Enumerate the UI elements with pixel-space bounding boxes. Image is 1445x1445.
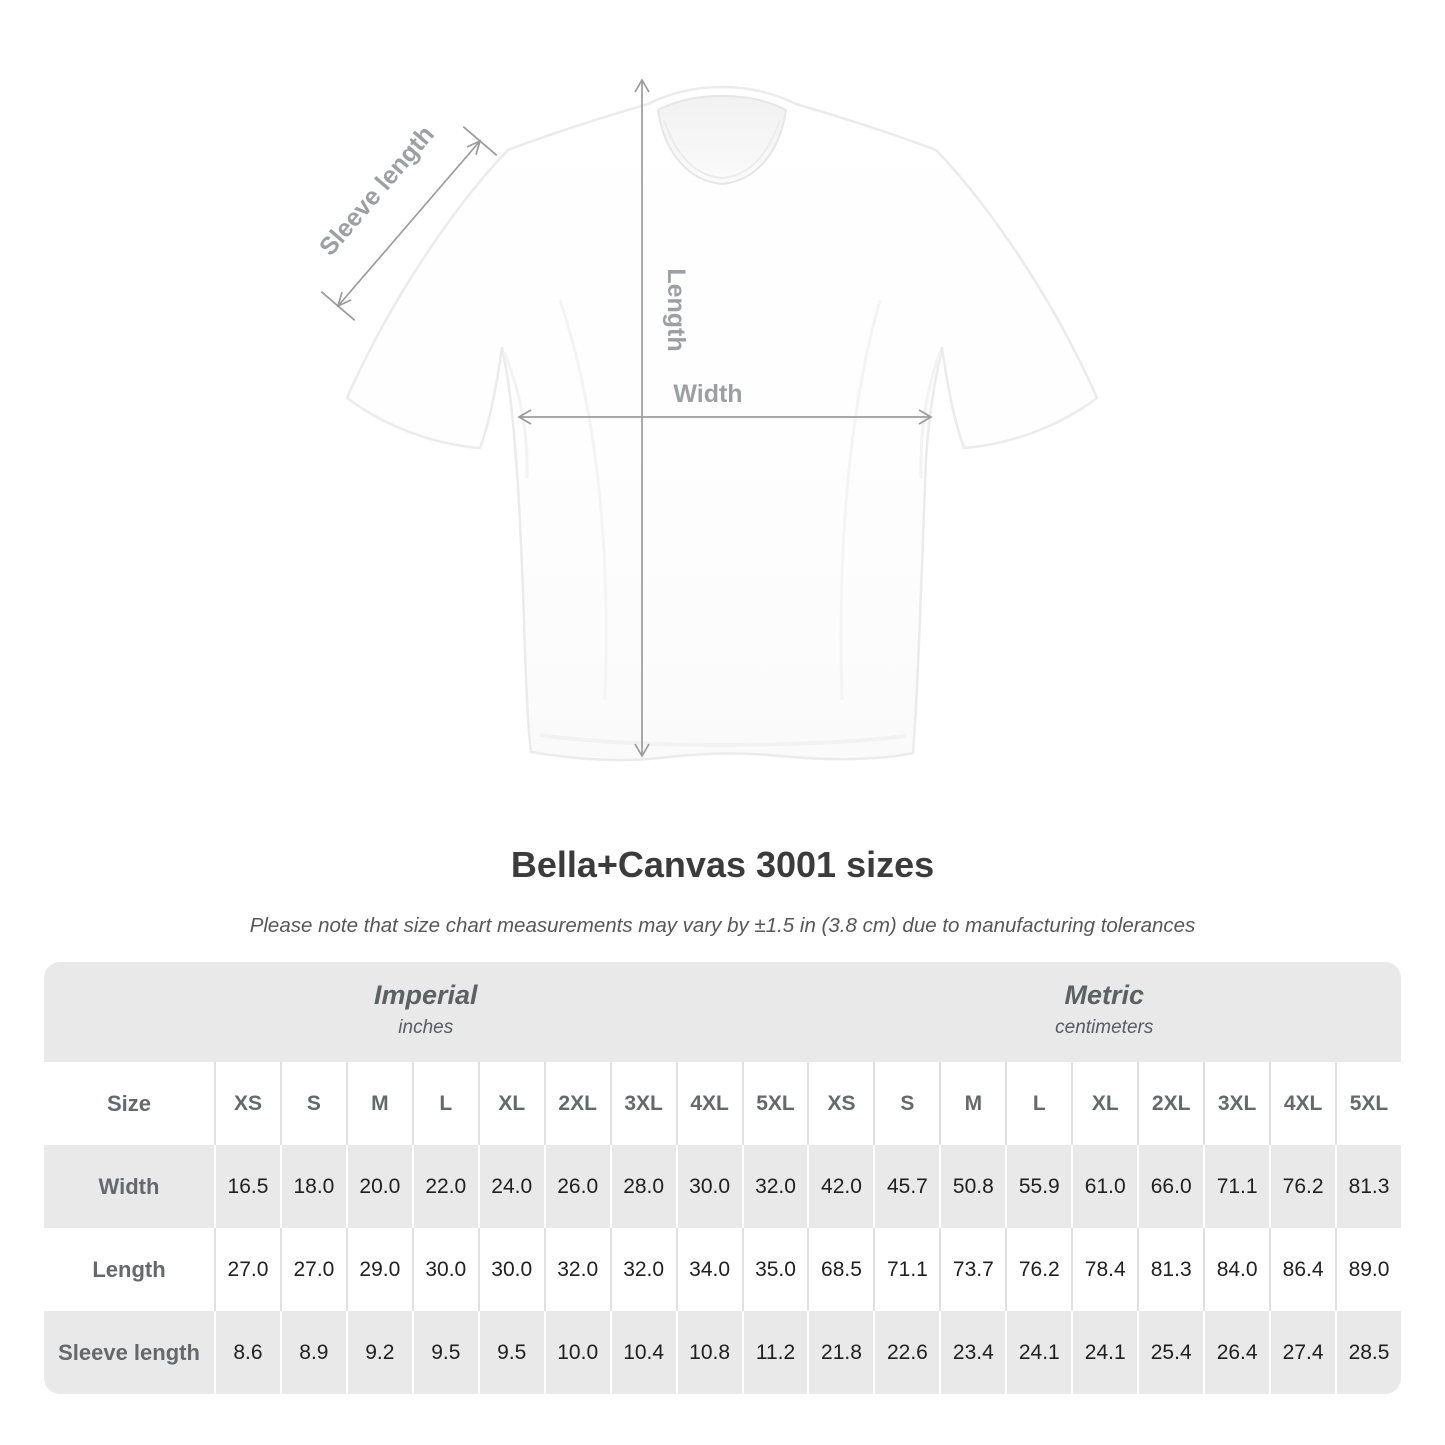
size-column-header-metric: 4XL <box>1269 1062 1335 1145</box>
size-column-header-metric: 5XL <box>1335 1062 1401 1145</box>
imperial-section-header <box>44 962 807 1062</box>
measurement-value-metric: 24.1 <box>1071 1311 1137 1394</box>
measurement-value-imperial: 24.0 <box>478 1145 544 1228</box>
width-label: Width <box>673 380 743 408</box>
measurement-value-imperial: 9.2 <box>346 1311 412 1394</box>
measurement-value-metric: 22.6 <box>873 1311 939 1394</box>
row-label: Width <box>44 1145 214 1228</box>
measurement-value-imperial: 30.0 <box>478 1228 544 1311</box>
size-column-header-imperial: XL <box>478 1062 544 1145</box>
size-column-header-imperial: XS <box>214 1062 280 1145</box>
measurement-value-metric: 81.3 <box>1335 1145 1401 1228</box>
measurement-value-imperial: 30.0 <box>412 1228 478 1311</box>
row-label: Length <box>44 1228 214 1311</box>
measurement-value-imperial: 11.2 <box>742 1311 808 1394</box>
measurement-value-imperial: 10.0 <box>544 1311 610 1394</box>
measurement-value-metric: 66.0 <box>1137 1145 1203 1228</box>
page-subtitle: Please note that size chart measurements may vary by ±1.5 in (3.8 cm) due to manufacturing tolerances <box>249 914 1196 937</box>
measurement-value-metric: 42.0 <box>807 1145 873 1228</box>
size-column-header-metric: 2XL <box>1137 1062 1203 1145</box>
measurement-value-metric: 55.9 <box>1005 1145 1071 1228</box>
measurement-value-imperial: 26.0 <box>544 1145 610 1228</box>
size-column-header-imperial: S <box>280 1062 346 1145</box>
measurement-value-metric: 71.1 <box>873 1228 939 1311</box>
measurement-value-imperial: 10.4 <box>610 1311 676 1394</box>
measurement-value-metric: 78.4 <box>1071 1228 1137 1311</box>
measurement-value-metric: 61.0 <box>1071 1145 1137 1228</box>
measurement-value-imperial: 9.5 <box>412 1311 478 1394</box>
measurement-value-imperial: 10.8 <box>676 1311 742 1394</box>
size-column-header-metric: M <box>939 1062 1005 1145</box>
table-unit-band <box>44 962 1401 1062</box>
measurement-value-metric: 24.1 <box>1005 1311 1071 1394</box>
measurement-value-imperial: 32.0 <box>610 1228 676 1311</box>
measurement-value-imperial: 29.0 <box>346 1228 412 1311</box>
measurement-value-metric: 28.5 <box>1335 1311 1401 1394</box>
measurement-value-imperial: 27.0 <box>214 1228 280 1311</box>
measurement-value-imperial: 8.9 <box>280 1311 346 1394</box>
measurement-value-imperial: 32.0 <box>742 1145 808 1228</box>
length-label: Length <box>662 268 690 352</box>
measurement-value-imperial: 28.0 <box>610 1145 676 1228</box>
measurement-value-metric: 50.8 <box>939 1145 1005 1228</box>
measurement-value-metric: 73.7 <box>939 1228 1005 1311</box>
measurement-value-metric: 45.7 <box>873 1145 939 1228</box>
size-column-header-metric: XL <box>1071 1062 1137 1145</box>
sleeve-length-label: Sleeve length <box>313 120 440 262</box>
size-column-header-metric: XS <box>807 1062 873 1145</box>
size-column-header-metric: S <box>873 1062 939 1145</box>
size-column-header-metric: L <box>1005 1062 1071 1145</box>
measurement-value-imperial: 27.0 <box>280 1228 346 1311</box>
measurement-value-metric: 68.5 <box>807 1228 873 1311</box>
imperial-title: Imperial <box>373 979 478 1010</box>
row-label: Sleeve length <box>44 1311 214 1394</box>
page-title: Bella+Canvas 3001 sizes <box>510 844 935 885</box>
size-column-header-imperial: 2XL <box>544 1062 610 1145</box>
measurement-value-imperial: 9.5 <box>478 1311 544 1394</box>
measurement-value-metric: 71.1 <box>1203 1145 1269 1228</box>
measurement-value-metric: 84.0 <box>1203 1228 1269 1311</box>
size-table <box>44 962 1401 1394</box>
size-column-header-imperial: 3XL <box>610 1062 676 1145</box>
measurement-value-metric: 27.4 <box>1269 1311 1335 1394</box>
imperial-unit: inches <box>398 1016 454 1038</box>
measurement-value-imperial: 8.6 <box>214 1311 280 1394</box>
measurement-value-metric: 21.8 <box>807 1311 873 1394</box>
measurement-value-imperial: 18.0 <box>280 1145 346 1228</box>
measurement-value-metric: 86.4 <box>1269 1228 1335 1311</box>
measurement-value-metric: 81.3 <box>1137 1228 1203 1311</box>
metric-section-header <box>808 962 1401 1062</box>
measurement-value-metric: 76.2 <box>1269 1145 1335 1228</box>
measurement-value-metric: 23.4 <box>939 1311 1005 1394</box>
size-column-header-imperial: 5XL <box>742 1062 808 1145</box>
measurement-value-metric: 89.0 <box>1335 1228 1401 1311</box>
measurement-value-imperial: 30.0 <box>676 1145 742 1228</box>
size-column-header-imperial: 4XL <box>676 1062 742 1145</box>
measurement-value-imperial: 20.0 <box>346 1145 412 1228</box>
measurement-value-metric: 76.2 <box>1005 1228 1071 1311</box>
measurement-value-imperial: 35.0 <box>742 1228 808 1311</box>
size-header: Size <box>44 1062 214 1145</box>
metric-unit: centimeters <box>1055 1016 1154 1038</box>
size-column-header-imperial: L <box>412 1062 478 1145</box>
size-column-header-metric: 3XL <box>1203 1062 1269 1145</box>
metric-title: Metric <box>1064 979 1144 1010</box>
measurement-value-imperial: 22.0 <box>412 1145 478 1228</box>
measurement-value-metric: 26.4 <box>1203 1311 1269 1394</box>
measurement-value-imperial: 34.0 <box>676 1228 742 1311</box>
measurement-value-imperial: 32.0 <box>544 1228 610 1311</box>
tshirt-image <box>347 87 1097 760</box>
measurement-value-metric: 25.4 <box>1137 1311 1203 1394</box>
size-column-header-imperial: M <box>346 1062 412 1145</box>
measurement-value-imperial: 16.5 <box>214 1145 280 1228</box>
